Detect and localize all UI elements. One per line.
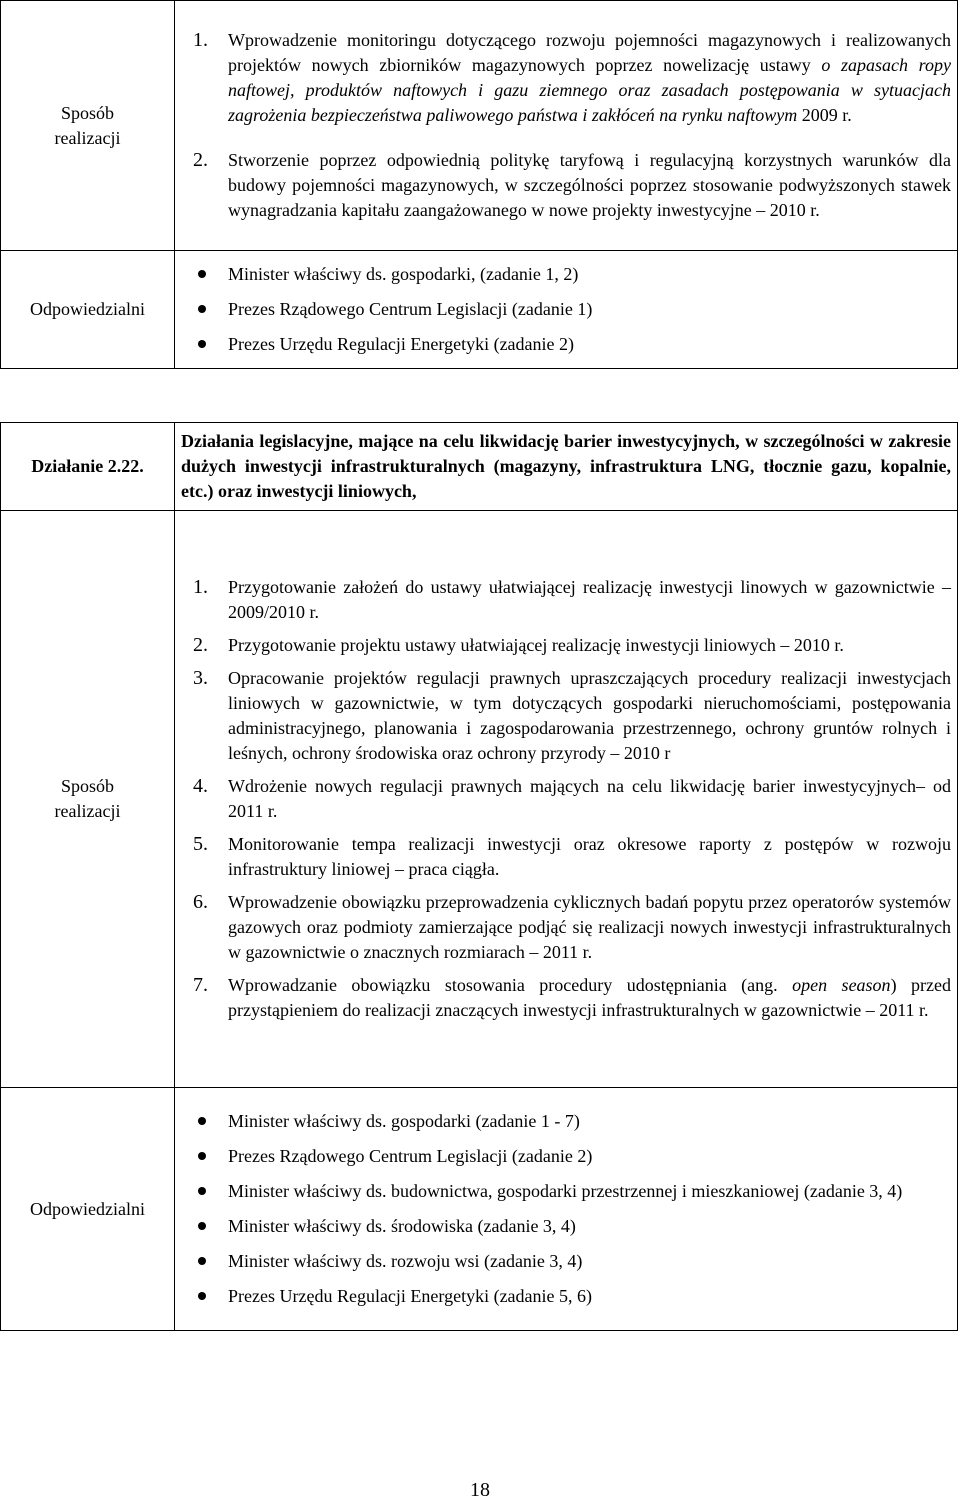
task-item: 5. Monitorowanie tempa realizacji inwestycji oraz okresowe raporty z postępów w rozwoju infrastruktury liniowej – praca ciągła. bbox=[193, 833, 951, 879]
method-label: Sposób realizacji bbox=[1, 1, 175, 251]
responsible-content bbox=[175, 251, 958, 369]
action-label: Działanie 2.22. bbox=[1, 423, 175, 511]
responsible-item: Prezes Urzędu Regulacji Energetyki (zadanie 2) bbox=[181, 332, 951, 357]
method-label: Sposób realizacji bbox=[1, 511, 175, 1088]
section1-table bbox=[0, 0, 958, 369]
responsible-list bbox=[181, 1109, 951, 1309]
responsible-label: Odpowiedzialni bbox=[1, 1088, 175, 1331]
responsible-item: Prezes Urzędu Regulacji Energetyki (zadanie 5, 6) bbox=[181, 1284, 951, 1309]
task-list bbox=[181, 575, 951, 1023]
responsible-item: Minister właściwy ds. gospodarki, (zadanie 1, 2) bbox=[181, 262, 951, 287]
responsible-label: Odpowiedzialni bbox=[1, 251, 175, 369]
task-item: 2. Przygotowanie projektu ustawy ułatwiającej realizację inwestycji liniowych – 2010 r. bbox=[193, 634, 844, 656]
responsible-item: Prezes Rządowego Centrum Legislacji (zadanie 2) bbox=[181, 1144, 951, 1169]
responsible-item: Prezes Rządowego Centrum Legislacji (zadanie 1) bbox=[181, 297, 951, 322]
page-number: 18 bbox=[470, 1479, 490, 1501]
responsible-item: Minister właściwy ds. gospodarki (zadanie 1 - 7) bbox=[181, 1109, 951, 1134]
task-item: 7. Wprowadzanie obowiązku stosowania procedury udostępniania (ang. open season) przed przystąpieniem do realizacji znaczących inwestycji infrastrukturalnych w gazownictwie – 2011 r. bbox=[193, 974, 951, 1020]
responsible-item: Minister właściwy ds. środowiska (zadanie 3, 4) bbox=[181, 1214, 951, 1239]
responsible-item: Minister właściwy ds. rozwoju wsi (zadanie 3, 4) bbox=[181, 1249, 951, 1274]
task-item: 6. Wprowadzenie obowiązku przeprowadzenia cyklicznych badań popytu przez operatorów systemów gazowych oraz podmioty zamierzające podjąć się realizacji nowych inwestycji infrastrukturalnych w gazownictwie o znacznych rozmiarach – 2011 r. bbox=[193, 891, 951, 962]
responsible-item: Minister właściwy ds. budownictwa, gospodarki przestrzennej i mieszkaniowej (zadanie 3, 4) bbox=[181, 1179, 951, 1204]
method-content bbox=[175, 1, 958, 251]
responsible-content bbox=[175, 1088, 958, 1331]
responsible-list bbox=[181, 262, 951, 357]
action-title: Działania legislacyjne, mające na celu likwidację barier inwestycyjnych, w szczególności w zakresie dużych inwestycji infrastrukturalnych (magazyny, infrastruktura LNG, tłocznie gazu, kopalnie, etc.) oraz inwestycji liniowych, bbox=[181, 431, 951, 501]
task-item: 1. Wprowadzenie monitoringu dotyczącego rozwoju pojemności magazynowych i realizowanych projektów nowych zbiorników magazynowych poprzez nowelizację ustawy o zapasach ropy naftowej, produktów naftowych i gazu ziemnego oraz zasadach postępowania w sytuacjach zagrożenia bezpieczeństwa paliwowego państwa i zakłóceń na rynku naftowym 2009 r. bbox=[193, 29, 951, 125]
section2-table bbox=[0, 422, 958, 1331]
task-item: 4. Wdrożenie nowych regulacji prawnych mających na celu likwidację barier inwestycyjnych– od 2011 r. bbox=[193, 775, 951, 821]
method-content bbox=[175, 511, 958, 1088]
action-title-cell bbox=[175, 423, 958, 511]
task-item: 3. Opracowanie projektów regulacji prawnych upraszczających procedury realizacji inwestycjach liniowych w gazownictwie, w tym dotyczących gospodarki nieruchomościami, postępowania administracyjnego, planowania i zagospodarowania przestrzennego, ochrony gruntów rolnych i leśnych, ochrony środowiska oraz ochrony przyrody – 2010 r bbox=[193, 667, 951, 763]
task-item: 2. Stworzenie poprzez odpowiednią politykę taryfową i regulacyjną korzystnych warunków dla budowy pojemności magazynowych, w szczególności poprzez stosowanie podwyższonych stawek wynagradzania kapitału zaangażowanego w nowe projekty inwestycyjne – 2010 r. bbox=[193, 149, 951, 220]
task-item: 1. Przygotowanie założeń do ustawy ułatwiającej realizację inwestycji linowych w gazownictwie – 2009/2010 r. bbox=[193, 576, 951, 622]
task-list bbox=[181, 28, 951, 223]
